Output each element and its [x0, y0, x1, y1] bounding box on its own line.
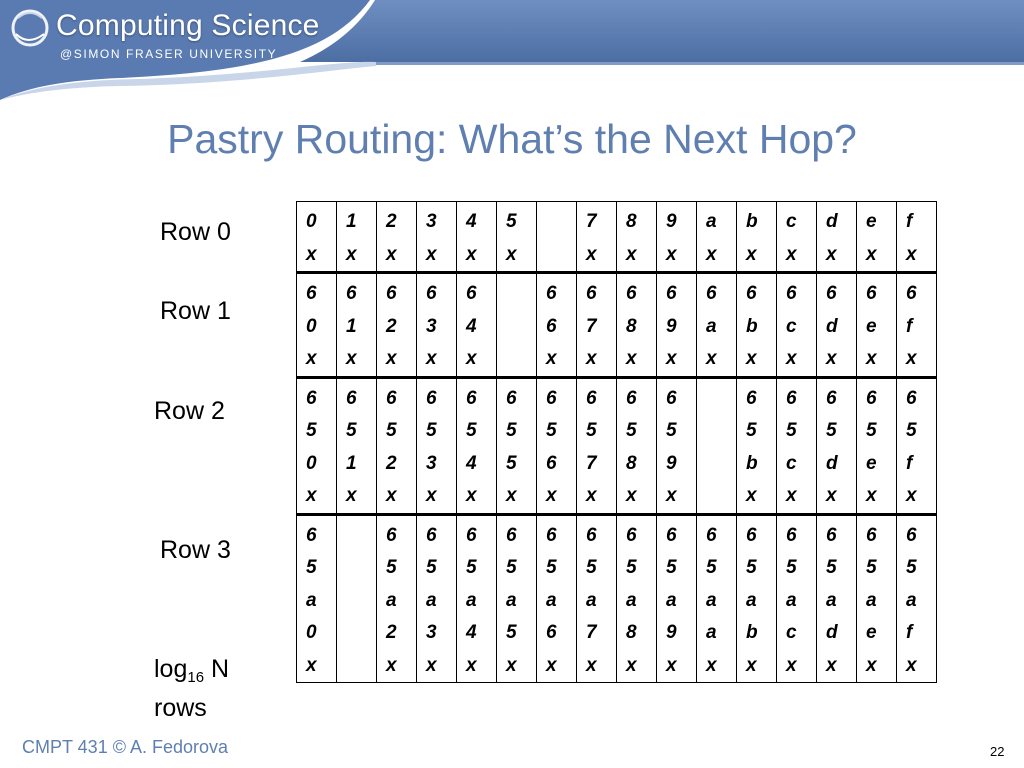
row-label-1: Row 1 — [160, 297, 231, 325]
page-number: 22 — [990, 744, 1005, 759]
routing-cell: 6 5 a e x — [857, 514, 897, 683]
routing-cell: 6 5 c x — [777, 377, 817, 514]
routing-cell: 6 5 a 2 x — [377, 514, 417, 683]
routing-cell: 6 5 a d x — [817, 514, 857, 683]
routing-cell: 6 8 x — [617, 273, 657, 378]
log-rows-label — [154, 654, 229, 723]
routing-cell: 6 5 a f x — [897, 514, 937, 683]
routing-cell: 6 a x — [697, 273, 737, 378]
footer-text: CMPT 431 © A. Fedorova — [22, 737, 229, 757]
routing-cell — [337, 514, 377, 683]
slide-title: Pastry Routing: What’s the Next Hop? — [167, 116, 857, 162]
row-label-0: Row 0 — [160, 218, 231, 246]
routing-cell: 7 x — [577, 202, 617, 273]
routing-cell: 8 x — [617, 202, 657, 273]
row-label-2: Row 2 — [154, 397, 225, 425]
routing-cell: 6 5 a 6 x — [537, 514, 577, 683]
routing-cell: 6 5 a 9 x — [657, 514, 697, 683]
routing-row-1 — [297, 273, 937, 378]
routing-cell: 6 5 3 x — [417, 377, 457, 514]
routing-cell: 6 e x — [857, 273, 897, 378]
routing-cell: 6 5 a 7 x — [577, 514, 617, 683]
routing-cell: 6 5 4 x — [457, 377, 497, 514]
routing-cell: 6 f x — [897, 273, 937, 378]
routing-cell: 4 x — [457, 202, 497, 273]
routing-cell: 6 5 f x — [897, 377, 937, 514]
routing-cell: 5 x — [497, 202, 537, 273]
routing-cell: 6 5 0 x — [297, 377, 337, 514]
routing-cell: 6 5 a 0 x — [297, 514, 337, 683]
routing-cell: 6 9 x — [657, 273, 697, 378]
routing-cell: 6 5 a c x — [777, 514, 817, 683]
routing-cell: 6 2 x — [377, 273, 417, 378]
routing-cell: c x — [777, 202, 817, 273]
routing-cell — [537, 202, 577, 273]
routing-cell: 6 4 x — [457, 273, 497, 378]
routing-cell: 6 5 a 8 x — [617, 514, 657, 683]
routing-cell: 6 5 6 x — [537, 377, 577, 514]
routing-cell: 6 5 a 4 x — [457, 514, 497, 683]
routing-row-2 — [297, 377, 937, 514]
header-banner — [0, 0, 1024, 100]
routing-cell: 6 b x — [737, 273, 777, 378]
routing-cell: 6 0 x — [297, 273, 337, 378]
routing-cell: 6 6 x — [537, 273, 577, 378]
log-suffix: N — [204, 655, 230, 683]
routing-cell: 6 5 8 x — [617, 377, 657, 514]
routing-cell: 6 d x — [817, 273, 857, 378]
routing-cell: e x — [857, 202, 897, 273]
routing-cell: 6 5 a 5 x — [497, 514, 537, 683]
routing-cell: 6 5 5 x — [497, 377, 537, 514]
routing-table — [296, 201, 937, 683]
routing-cell — [497, 273, 537, 378]
routing-cell: 9 x — [657, 202, 697, 273]
routing-cell: b x — [737, 202, 777, 273]
routing-cell: 6 7 x — [577, 273, 617, 378]
routing-cell: 6 3 x — [417, 273, 457, 378]
row-label-3: Row 3 — [160, 536, 231, 564]
routing-cell: 6 5 a a x — [697, 514, 737, 683]
log-line2: rows — [154, 694, 207, 722]
routing-cell: 6 5 b x — [737, 377, 777, 514]
routing-cell: f x — [897, 202, 937, 273]
routing-cell: d x — [817, 202, 857, 273]
routing-cell: 6 5 9 x — [657, 377, 697, 514]
routing-cell: 2 x — [377, 202, 417, 273]
routing-cell: 3 x — [417, 202, 457, 273]
log-prefix: log — [154, 655, 188, 683]
routing-cell: 1 x — [337, 202, 377, 273]
routing-cell: 6 5 7 x — [577, 377, 617, 514]
routing-cell: 6 5 1 x — [337, 377, 377, 514]
routing-cell: a x — [697, 202, 737, 273]
routing-cell: 6 c x — [777, 273, 817, 378]
log-subscript: 16 — [187, 669, 205, 686]
routing-cell: 6 5 e x — [857, 377, 897, 514]
routing-row-0 — [297, 202, 937, 273]
routing-cell: 6 5 d x — [817, 377, 857, 514]
brand-title: Computing Science — [56, 9, 320, 42]
routing-cell — [697, 377, 737, 514]
brand-subtitle: @SIMON FRASER UNIVERSITY — [60, 47, 278, 61]
routing-cell: 6 1 x — [337, 273, 377, 378]
routing-row-3 — [297, 514, 937, 683]
routing-cell: 6 5 a 3 x — [417, 514, 457, 683]
routing-cell: 6 5 a b x — [737, 514, 777, 683]
routing-cell: 0 x — [297, 202, 337, 273]
routing-cell: 6 5 2 x — [377, 377, 417, 514]
